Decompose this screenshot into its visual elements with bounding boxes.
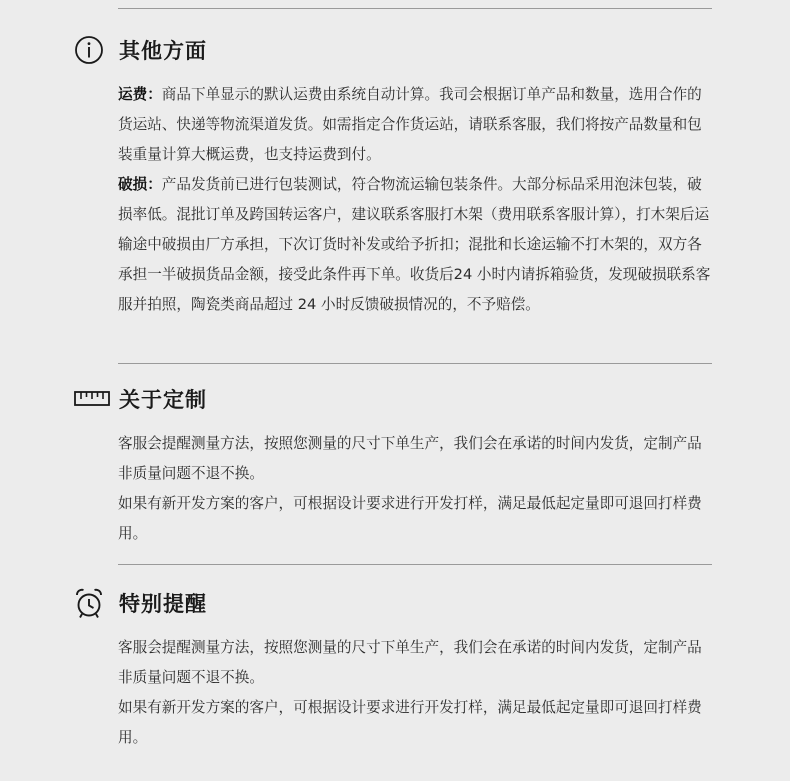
section-header-custom <box>74 381 207 417</box>
ruler-icon <box>74 381 110 417</box>
custom-paragraph-2: 如果有新开发方案的客户，可根据设计要求进行开发打样，满足最低起定量即可退回打样费用。 <box>118 495 702 542</box>
freight-label: 运费： <box>118 86 162 103</box>
section-body-other <box>118 80 714 320</box>
freight-text: 商品下单显示的默认运费由系统自动计算。我司会根据订单产品和数量，选用合作的货运站、快递等物流渠道发货。如需指定合作货运站，请联系客服，我们将按产品数量和包装重量计算大概运费，也支持运费到付。 <box>118 86 702 163</box>
section-title-custom: 关于定制 <box>119 388 207 412</box>
divider-reminder <box>118 564 712 565</box>
damage-paragraph <box>118 170 714 320</box>
section-body-custom <box>118 429 714 549</box>
section-title-other: 其他方面 <box>119 39 207 63</box>
reminder-paragraph-1: 客服会提醒测量方法，按照您测量的尺寸下单生产，我们会在承诺的时间内发货，定制产品非质量问题不退不换。 <box>118 639 702 686</box>
reminder-paragraph-2: 如果有新开发方案的客户，可根据设计要求进行开发打样，满足最低起定量即可退回打样费用。 <box>118 699 702 746</box>
damage-label: 破损： <box>118 176 162 193</box>
freight-paragraph <box>118 80 714 170</box>
section-header-other <box>74 32 207 68</box>
divider-top <box>118 8 712 9</box>
info-circle-icon <box>74 32 110 68</box>
custom-paragraph-1: 客服会提醒测量方法，按照您测量的尺寸下单生产，我们会在承诺的时间内发货，定制产品非质量问题不退不换。 <box>118 435 702 482</box>
section-title-reminder: 特别提醒 <box>119 592 207 616</box>
section-body-reminder <box>118 633 714 753</box>
alarm-clock-icon <box>74 585 110 621</box>
divider-custom <box>118 363 712 364</box>
section-header-reminder <box>74 585 207 621</box>
damage-text: 产品发货前已进行包装测试，符合物流运输包装条件。大部分标品采用泡沫包装，破损率低。混批订单及跨国转运客户，建议联系客服打木架（费用联系客服计算），打木架后运输途中破损由厂方承担，下次订货时补发或给予折扣；混批和长途运输不打木架的，双方各承担一半破损货品金额，接受此条件再下单。收货后24 小时内请拆箱验货，发现破损联系客服并拍照，陶瓷类商品超过 24 小时反馈破损情况的，不予赔偿。 <box>118 176 711 313</box>
